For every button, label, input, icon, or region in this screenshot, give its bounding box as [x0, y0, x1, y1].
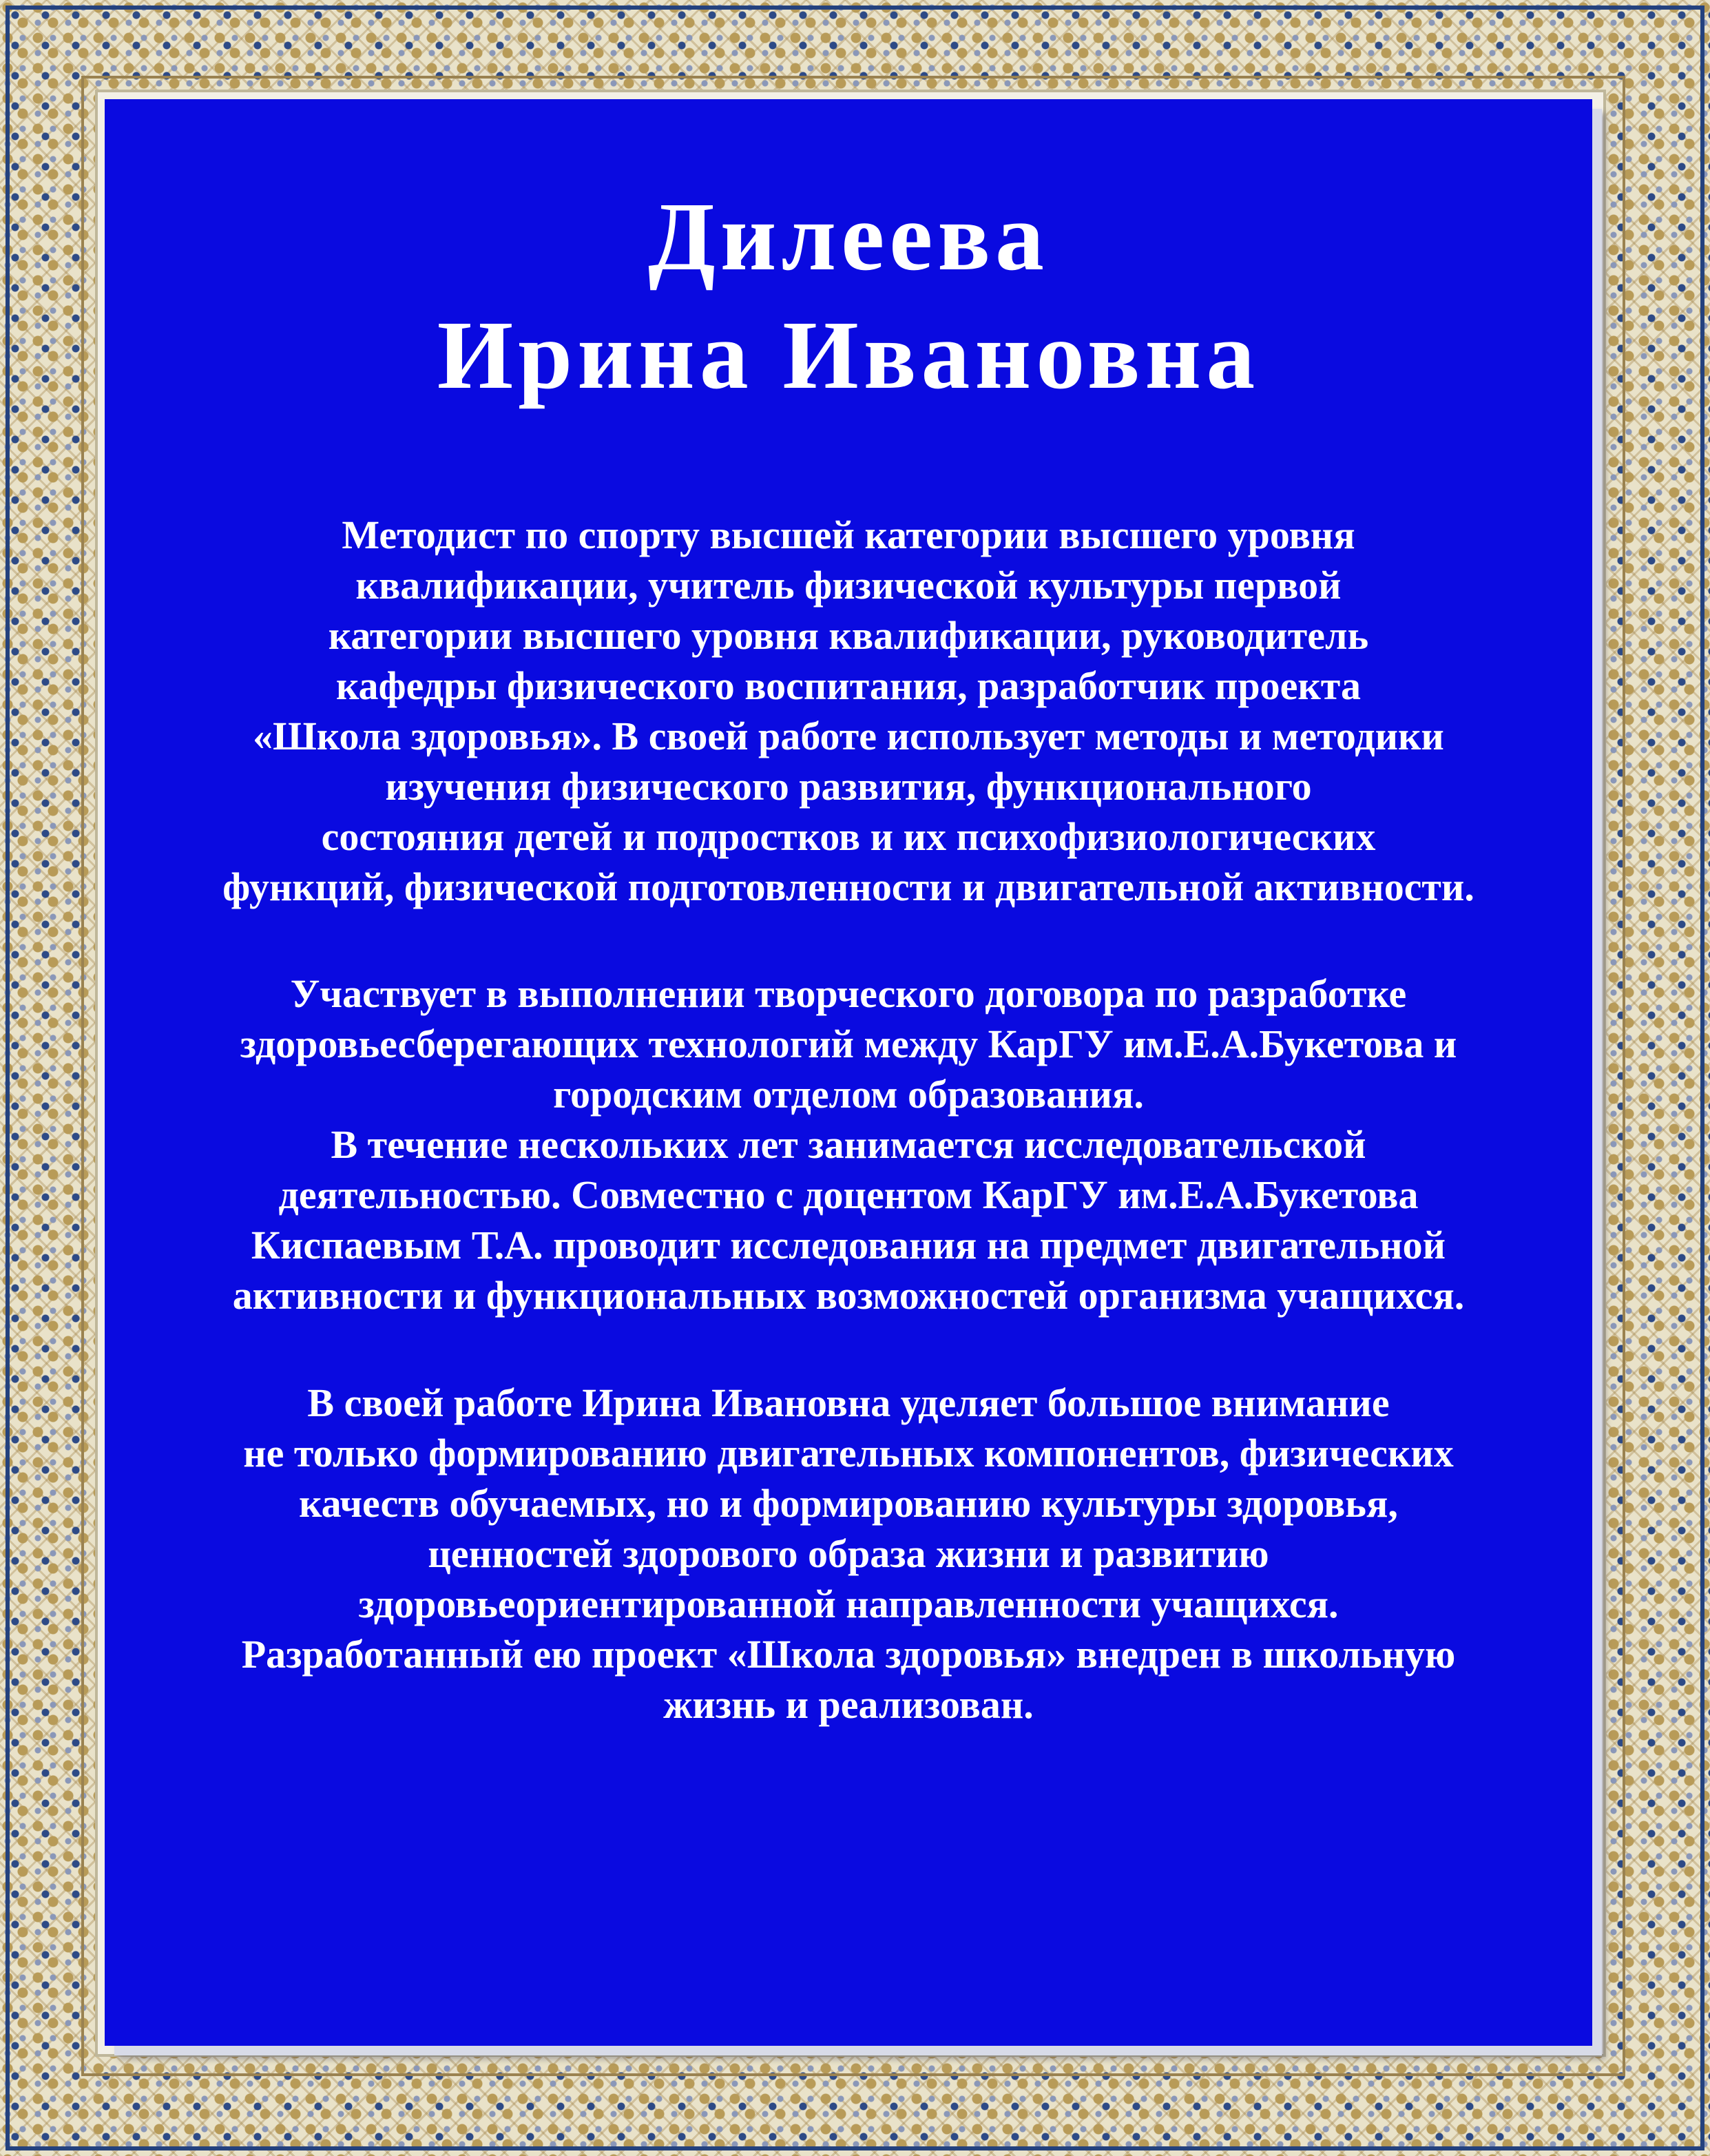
paragraph-line: состояния детей и подростков и их психофизиологических — [321, 814, 1376, 859]
surname-title: Дилеева — [648, 182, 1049, 291]
paragraph-line: В течение нескольких лет занимается исследовательской — [331, 1122, 1366, 1167]
paragraph-work-focus — [118, 1378, 1578, 1730]
paragraph-line: Киспаевым Т.А. проводит исследования на предмет двигательной — [251, 1223, 1446, 1267]
paragraph-line: жизнь и реализован. — [663, 1682, 1034, 1727]
paragraph-line: Методист по спорту высшей категории высшего уровня — [342, 512, 1355, 557]
given-names-title: Ирина Ивановна — [437, 300, 1260, 409]
paragraph-line: изучения физического развития, функционального — [385, 764, 1312, 809]
paragraph-line: квалификации, учитель физической культуры первой — [355, 563, 1342, 608]
paragraph-line: В своей работе Ирина Ивановна уделяет большое внимание — [307, 1380, 1390, 1425]
paragraph-line: городским отделом образования. — [553, 1072, 1144, 1117]
paragraph-position — [118, 510, 1578, 912]
paragraph-line: кафедры физического воспитания, разработчик проекта — [335, 663, 1362, 708]
paragraph-line: здоровьесберегающих технологий между КарГУ им.Е.А.Букетова и — [240, 1022, 1457, 1066]
paragraph-line: Участвует в выполнении творческого договора по разработке — [290, 971, 1407, 1016]
paragraph-line: деятельностью. Совместно с доцентом КарГУ им.Е.А.Букетова — [278, 1172, 1419, 1217]
paragraph-line: ценностей здорового образа жизни и развитию — [428, 1531, 1269, 1576]
paragraph-line: активности и функциональных возможностей организма учащихся. — [232, 1273, 1465, 1318]
paragraph-line: не только формированию двигательных компонентов, физических — [243, 1431, 1454, 1475]
paragraph-line: функций, физической подготовленности и двигательной активности. — [222, 864, 1474, 909]
paragraph-line: Разработанный ею проект «Школа здоровья» внедрен в школьную — [241, 1632, 1456, 1677]
biography-panel — [105, 99, 1592, 2046]
paragraph-line: качеств обучаемых, но и формированию культуры здоровья, — [299, 1481, 1398, 1526]
paragraph-research — [118, 968, 1578, 1320]
paragraph-line: здоровьеориентированной направленности учащихся. — [358, 1582, 1339, 1626]
paragraph-line: категории высшего уровня квалификации, руководитель — [328, 613, 1369, 658]
paragraph-line: «Школа здоровья». В своей работе использует методы и методики — [253, 714, 1444, 758]
